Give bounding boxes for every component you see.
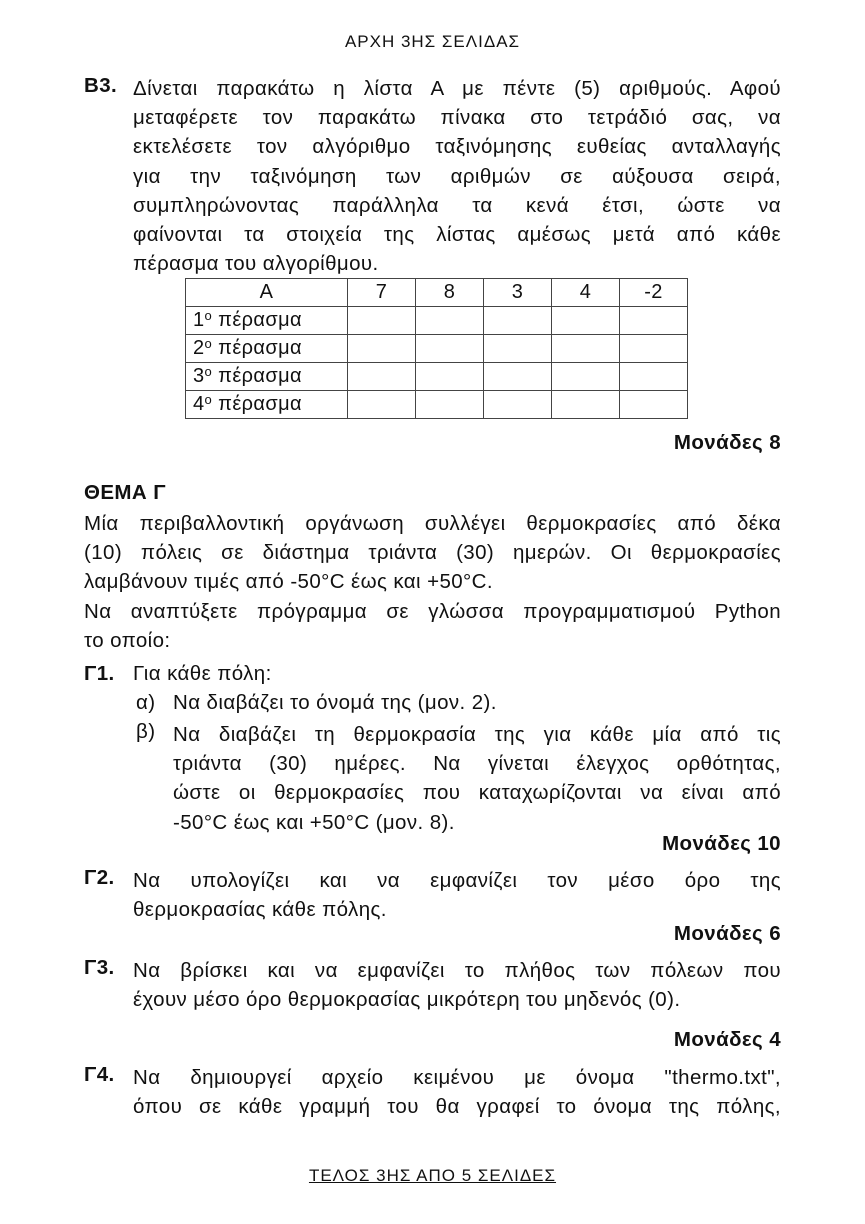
section-title: ΘΕΜΑ Γ: [84, 481, 166, 504]
g2-marks: Μονάδες 6: [673, 922, 781, 945]
g3-text: [133, 956, 781, 1014]
question-g4-label: Γ4.: [84, 1063, 115, 1086]
table-cell: [620, 363, 688, 391]
table-cell: [416, 307, 484, 335]
table-cell: [484, 391, 552, 419]
table-cell: [348, 335, 416, 363]
theme-g-intro: [84, 509, 781, 597]
b3-line: πέρασμα του αλγορίθμου.: [133, 252, 379, 276]
theme-g-task: [84, 597, 781, 655]
g1-b-label: β): [136, 720, 156, 743]
table-cell: [348, 307, 416, 335]
table-cell: [484, 335, 552, 363]
b3-marks: Μονάδες 8: [673, 431, 781, 454]
g3-marks: Μονάδες 4: [673, 1028, 781, 1051]
b3-line: εκτελέσετε τον αλγόριθμο ταξινόμησης ευθείας ανταλλαγής: [133, 135, 781, 159]
pass-label: $4^o$ πέρασμα: [186, 391, 348, 419]
b3-line: για την ταξινόμηση των αριθμών σε αύξουσα σειρά,: [133, 164, 781, 188]
b3-line: φαίνονται τα στοιχεία της λίστας αμέσως μετά από κάθε: [133, 223, 781, 247]
table-cell: [348, 391, 416, 419]
table-cell: [552, 335, 620, 363]
b3-line: μεταφέρετε τον παρακάτω πίνακα στο τετράδιό σας, να: [133, 106, 781, 130]
table-cell: [416, 391, 484, 419]
pass-label: $2^o$ πέρασμα: [186, 335, 348, 363]
g2-line: θερμοκρασίας κάθε πόλης.: [133, 898, 387, 922]
question-b3-text: [133, 74, 781, 278]
g1-a-label: α): [136, 691, 156, 714]
g4-line: Να δημιουργεί αρχείο κειμένου με όνομα "thermo.txt",: [133, 1066, 781, 1089]
table-cell: [484, 307, 552, 335]
table-row: [186, 307, 688, 335]
intro-line: Μία περιβαλλοντική οργάνωση συλλέγει θερμοκρασίες από δέκα: [84, 512, 781, 535]
bubble-sort-table: [185, 278, 688, 419]
g1-text: Για κάθε πόλη:: [133, 662, 272, 685]
g4-text: [133, 1063, 781, 1121]
table-cell: [620, 335, 688, 363]
intro-line: (10) πόλεις σε διάστημα τριάντα (30) ημερών. Οι θερμοκρασίες: [84, 541, 781, 565]
question-g2-label: Γ2.: [84, 866, 115, 889]
g1-b-line: ώστε οι θερμοκρασίες που καταχωρίζονται να είναι από: [173, 781, 781, 805]
question-g3-label: Γ3.: [84, 956, 115, 979]
table-header-label: A: [186, 279, 348, 307]
table-header-value: 7: [348, 279, 416, 307]
table-row: [186, 335, 688, 363]
table-cell: [416, 363, 484, 391]
table-header-value: 4: [552, 279, 620, 307]
b3-line: συμπληρώνοντας παράλληλα τα κενά έτσι, ώστε να: [133, 193, 781, 217]
question-g1-label: Γ1.: [84, 662, 115, 685]
table-row: [186, 363, 688, 391]
table-cell: [484, 363, 552, 391]
table-cell: [620, 391, 688, 419]
table-cell: [552, 391, 620, 419]
table-cell: [552, 363, 620, 391]
g1-marks: Μονάδες 10: [662, 832, 781, 855]
table-row: [186, 391, 688, 419]
pass-label: $3^o$ πέρασμα: [186, 363, 348, 391]
footer-text: ΤΕΛΟΣ 3ΗΣ ΑΠΟ 5 ΣΕΛΙΔΕΣ: [308, 1166, 557, 1185]
g2-text: [133, 866, 781, 924]
question-b3-label: Β3.: [84, 74, 118, 97]
table-cell: [552, 307, 620, 335]
table-cell: [416, 335, 484, 363]
table-header-value: 3: [484, 279, 552, 307]
g2-line: Να υπολογίζει και να εμφανίζει τον μέσο όρο της: [133, 869, 781, 892]
g3-line: έχουν μέσο όρο θερμοκρασίας μικρότερη του μηδενός (0).: [133, 988, 681, 1012]
table-header-value: -2: [620, 279, 688, 307]
g1-b-line: -50°C έως και +50°C (μον. 8).: [173, 810, 455, 834]
table-header-row: [186, 279, 688, 307]
task-line: Να αναπτύξετε πρόγραμμα σε γλώσσα προγραμματισμού Python: [84, 600, 781, 623]
g1-b-line: Να διαβάζει τη θερμοκρασία της για κάθε μία από τις: [173, 723, 781, 746]
page-footer: [0, 1166, 865, 1186]
g1-b-line: τριάντα (30) ημέρες. Να γίνεται έλεγχος ορθότητας,: [173, 752, 781, 776]
page-header: ΑΡΧΗ 3ΗΣ ΣΕΛΙΔΑΣ: [344, 32, 521, 51]
table-cell: [348, 363, 416, 391]
table-header-value: 8: [416, 279, 484, 307]
g1-b-text: [173, 720, 781, 837]
task-line: το οποίο:: [84, 629, 171, 653]
g3-line: Να βρίσκει και να εμφανίζει το πλήθος των πόλεων που: [133, 959, 781, 982]
pass-label: $1^o$ πέρασμα: [186, 307, 348, 335]
b3-line: Δίνεται παρακάτω η λίστα Α με πέντε (5) αριθμούς. Αφού: [133, 77, 781, 100]
g4-line: όπου σε κάθε γραμμή του θα γραφεί το όνομα της πόλης,: [133, 1095, 781, 1119]
g1-a-text: Να διαβάζει το όνομά της (μον. 2).: [173, 691, 497, 714]
table-cell: [620, 307, 688, 335]
intro-line: λαμβάνουν τιμές από -50°C έως και +50°C.: [84, 570, 493, 594]
